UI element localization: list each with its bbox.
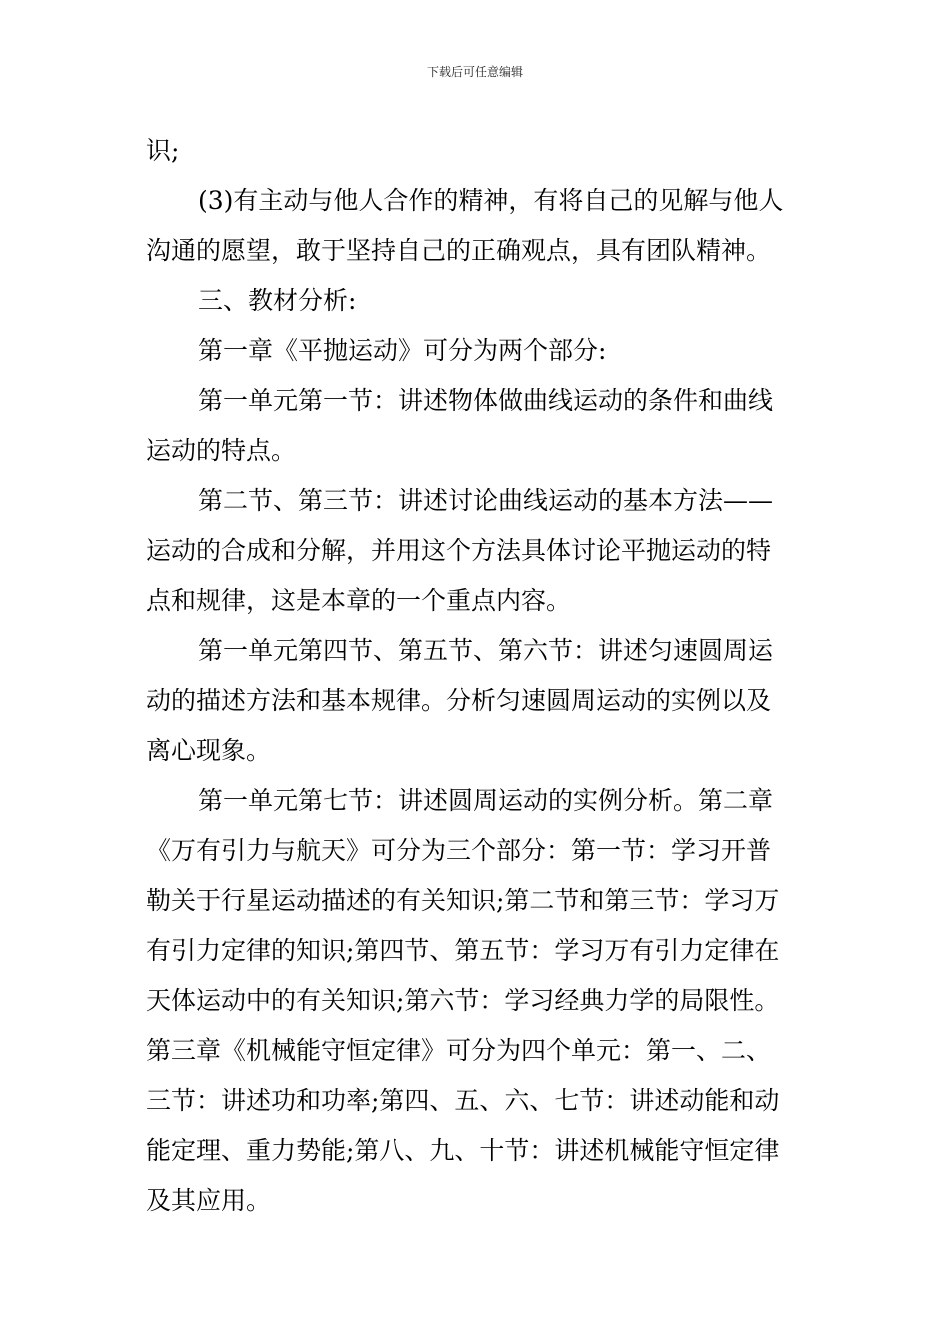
text-line: (3)有主动与他人合作的精神，有将自己的见解与他人 xyxy=(198,186,784,215)
text-line: 第一单元第一节：讲述物体做曲线运动的条件和曲线 xyxy=(198,386,774,415)
text-line: 有引力定律的知识;第四节、第五节：学习万有引力定律在 xyxy=(146,936,780,965)
text-line: 识; xyxy=(146,136,180,165)
text-line: 运动的特点。 xyxy=(146,436,297,465)
section-heading: 三、教材分析: xyxy=(198,286,357,315)
text-line: 能定理、重力势能;第八、九、十节：讲述机械能守恒定律 xyxy=(146,1136,780,1165)
text-line: 点和规律，这是本章的一个重点内容。 xyxy=(146,586,572,615)
text-line: 第一单元第七节：讲述圆周运动的实例分析。第二章 xyxy=(198,786,774,815)
document-body xyxy=(146,126,810,1226)
page-header: 下载后可任意编辑 xyxy=(426,65,523,79)
text-line: 运动的合成和分解，并用这个方法具体讨论平抛运动的特 xyxy=(146,536,772,565)
text-line: 动的描述方法和基本规律。分析匀速圆周运动的实例以及 xyxy=(146,686,772,715)
text-line: 勒关于行星运动描述的有关知识;第二节和第三节：学习万 xyxy=(146,886,780,915)
text-line: 第一章《平抛运动》可分为两个部分: xyxy=(198,336,607,365)
text-line: 《万有引力与航天》可分为三个部分：第一节：学习开普 xyxy=(146,836,772,865)
text-line: 及其应用。 xyxy=(146,1186,272,1215)
text-line: 天体运动中的有关知识;第六节：学习经典力学的局限性。 xyxy=(146,986,780,1015)
text-line: 第二节、第三节：讲述讨论曲线运动的基本方法—— xyxy=(198,486,774,515)
text-line: 第一单元第四节、第五节、第六节：讲述匀速圆周运 xyxy=(198,636,774,665)
text-line: 第三章《机械能守恒定律》可分为四个单元：第一、二、 xyxy=(146,1036,772,1065)
text-line: 三节：讲述功和功率;第四、五、六、七节：讲述动能和动 xyxy=(146,1086,780,1115)
text-line: 离心现象。 xyxy=(146,736,272,765)
text-line: 沟通的愿望，敢于坚持自己的正确观点，具有团队精神。 xyxy=(146,236,772,265)
